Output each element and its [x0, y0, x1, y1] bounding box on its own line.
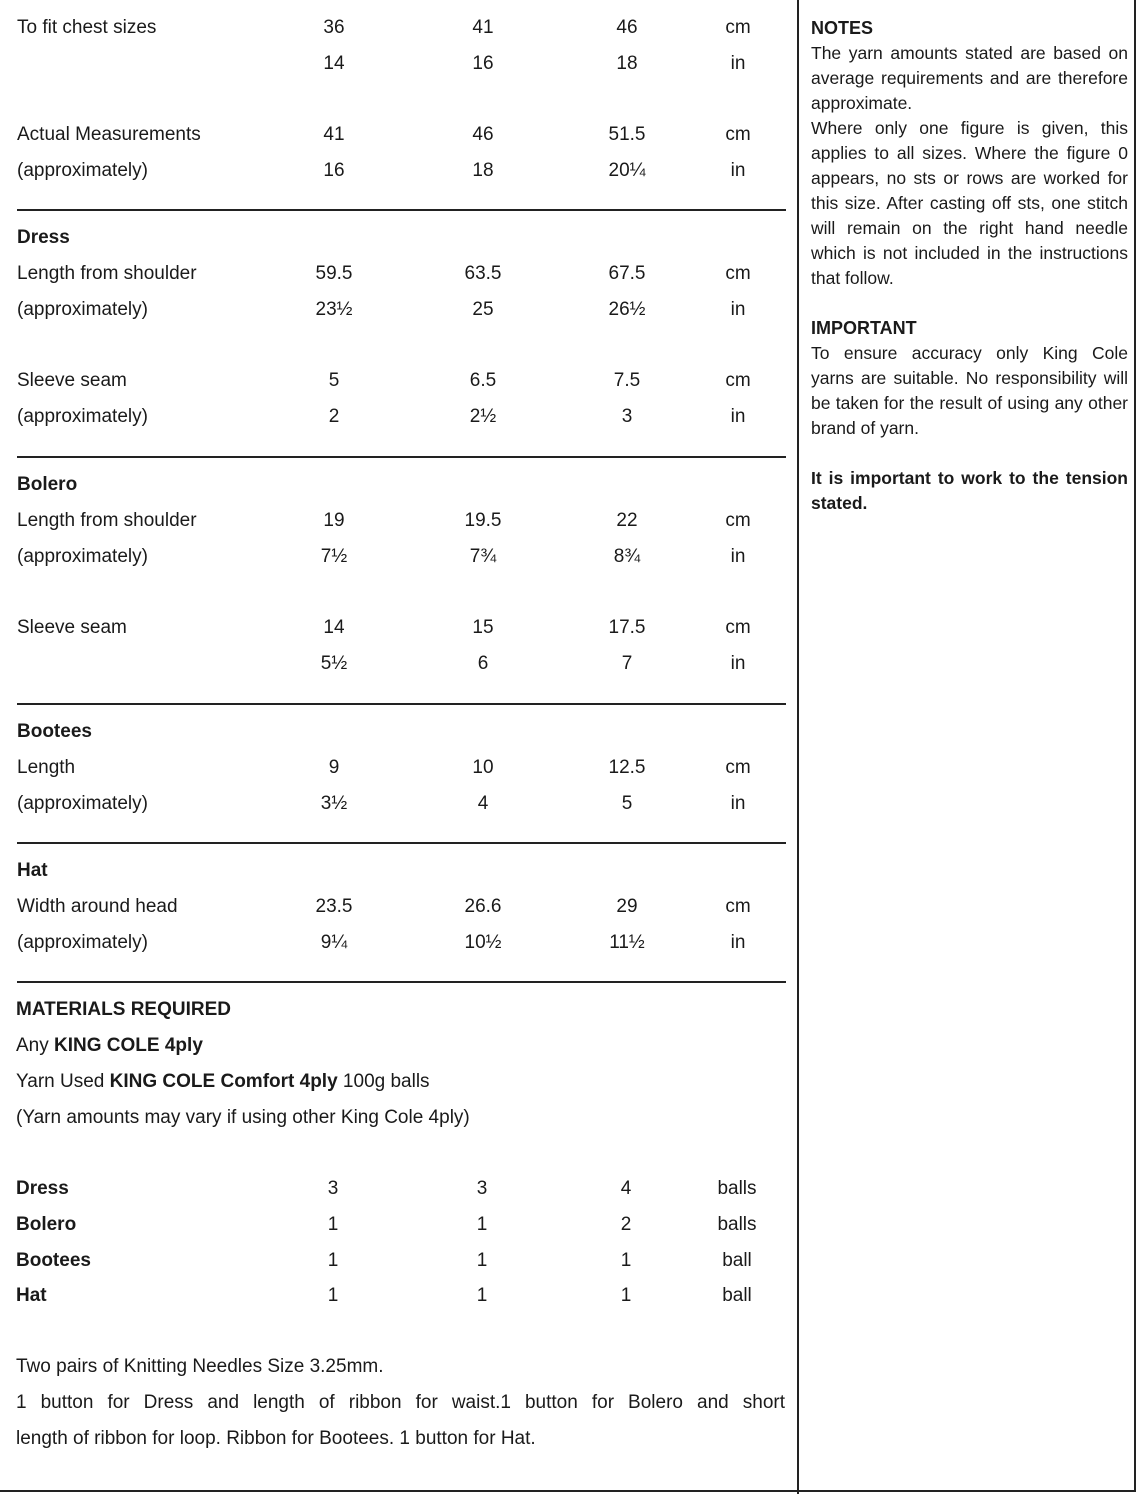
unit-label: cm — [725, 124, 751, 145]
important-text: To ensure accuracy only King Cole yarns are suitable. No responsibility will be taken for the result of using any other brand of yarn. — [811, 343, 1128, 438]
size-value-2: 2½ — [469, 406, 497, 427]
unit-label: cm — [725, 617, 751, 638]
size-value-1: 59.5 — [315, 263, 353, 284]
row-label: Sleeve seam — [17, 370, 127, 391]
needles-text: Two pairs of Knitting Needles Size 3.25mm. — [16, 1356, 384, 1377]
size-value-3: 46 — [616, 17, 638, 38]
size-value-2: 6.5 — [469, 370, 497, 391]
row-label: (approximately) — [17, 299, 148, 320]
yarn-unit: ball — [722, 1250, 752, 1271]
yarn-qty-1: 1 — [327, 1285, 339, 1306]
yarn-qty-2: 3 — [476, 1178, 488, 1199]
section-divider — [17, 842, 786, 844]
size-value-2: 7¾ — [469, 546, 497, 567]
size-value-3: 67.5 — [608, 263, 646, 284]
size-value-2: 26.6 — [464, 896, 502, 917]
notes-para-1: The yarn amounts stated are based on average requirements and are therefore approximate. — [811, 43, 1128, 113]
column-divider — [797, 0, 799, 1494]
yarn-row-label: Dress — [16, 1178, 69, 1199]
unit-label: in — [730, 653, 746, 674]
yarn-unit: balls — [717, 1178, 757, 1199]
yarn-qty-2: 1 — [476, 1214, 488, 1235]
yarn-qty-2: 1 — [476, 1285, 488, 1306]
size-value-3: 18 — [616, 53, 638, 74]
size-value-1: 5½ — [320, 653, 348, 674]
size-value-2: 25 — [472, 299, 494, 320]
yarn-qty-3: 1 — [620, 1285, 632, 1306]
size-value-2: 4 — [477, 793, 489, 814]
yarn-unit: balls — [717, 1214, 757, 1235]
section-divider — [17, 456, 786, 458]
unit-label: cm — [725, 17, 751, 38]
size-value-2: 19.5 — [464, 510, 502, 531]
row-label: To fit chest sizes — [17, 17, 157, 38]
size-value-3: 12.5 — [608, 757, 646, 778]
yarn-qty-1: 1 — [327, 1250, 339, 1271]
row-label: (approximately) — [17, 932, 148, 953]
notes-panel — [811, 16, 1128, 516]
size-value-1: 41 — [323, 124, 345, 145]
yarn-qty-3: 4 — [620, 1178, 632, 1199]
yarn-qty-3: 1 — [620, 1250, 632, 1271]
row-label: (approximately) — [17, 160, 148, 181]
unit-label: cm — [725, 510, 751, 531]
extras-text-line-1: 1 button for Dress and length of ribbon for waist.1 button for Bolero and short — [16, 1392, 785, 1413]
size-value-1: 16 — [323, 160, 345, 181]
materials-yarn-brand — [16, 1035, 203, 1057]
size-value-3: 11½ — [609, 932, 645, 953]
unit-label: in — [730, 793, 746, 814]
size-value-1: 2 — [328, 406, 340, 427]
size-value-1: 36 — [323, 17, 345, 38]
unit-label: cm — [725, 896, 751, 917]
unit-label: in — [730, 546, 746, 567]
section-heading: Hat — [17, 860, 48, 881]
row-label: Length from shoulder — [17, 510, 197, 531]
yarn-qty-3: 2 — [620, 1214, 632, 1235]
notes-para-2: Where only one figure is given, this applies to all sizes. Where the figure 0 appears, no sts or rows are worked for this size. After casting off sts, one stitch will remain on the right hand needle which is not included in the instructions that follow. — [811, 118, 1128, 288]
yarn-qty-1: 3 — [327, 1178, 339, 1199]
size-value-3: 7.5 — [613, 370, 641, 391]
size-value-1: 5 — [328, 370, 340, 391]
yarn-used-suffix: 100g balls — [337, 1071, 430, 1092]
size-value-3: 8¾ — [613, 546, 641, 567]
row-label: Length — [17, 757, 76, 778]
tension-note: It is important to work to the tension stated. — [811, 468, 1128, 513]
unit-label: in — [730, 406, 746, 427]
size-value-2: 6 — [477, 653, 489, 674]
row-label: Width around head — [17, 896, 178, 917]
yarn-used-name: KING COLE Comfort 4ply — [109, 1071, 338, 1092]
size-value-1: 14 — [323, 617, 345, 638]
size-value-1: 19 — [323, 510, 345, 531]
row-label: (approximately) — [17, 546, 148, 567]
size-value-2: 15 — [472, 617, 494, 638]
size-value-1: 7½ — [320, 546, 348, 567]
row-label: Actual Measurements — [17, 124, 201, 145]
yarn-used-prefix: Yarn Used — [16, 1071, 110, 1092]
section-heading: Bolero — [17, 474, 78, 495]
size-value-3: 26½ — [608, 299, 646, 320]
size-value-3: 3 — [621, 406, 633, 427]
yarn-brand: KING COLE 4ply — [54, 1035, 203, 1056]
row-label: Length from shoulder — [17, 263, 197, 284]
yarn-qty-2: 1 — [476, 1250, 488, 1271]
size-value-3: 7 — [621, 653, 633, 674]
yarn-unit: ball — [722, 1285, 752, 1306]
yarn-note: (Yarn amounts may vary if using other King Cole 4ply) — [16, 1107, 470, 1128]
unit-label: cm — [725, 370, 751, 391]
size-value-3: 5 — [621, 793, 633, 814]
materials-yarn-used — [16, 1071, 430, 1093]
row-label: Sleeve seam — [17, 617, 127, 638]
yarn-row-label: Bootees — [16, 1250, 91, 1271]
yarn-row-label: Hat — [16, 1285, 47, 1306]
size-value-1: 9¼ — [320, 932, 348, 953]
notes-heading: NOTES — [811, 18, 874, 38]
size-value-1: 14 — [323, 53, 345, 74]
materials-heading: MATERIALS REQUIRED — [16, 999, 231, 1020]
size-value-2: 41 — [472, 17, 494, 38]
size-value-2: 16 — [472, 53, 494, 74]
unit-label: in — [730, 53, 746, 74]
important-heading: IMPORTANT — [811, 318, 917, 338]
unit-label: in — [730, 299, 746, 320]
yarn-row-label: Bolero — [16, 1214, 77, 1235]
size-value-1: 23½ — [315, 299, 353, 320]
size-value-2: 10½ — [464, 932, 502, 953]
size-value-2: 63.5 — [464, 263, 502, 284]
size-value-2: 46 — [472, 124, 494, 145]
extras-text-line-2: length of ribbon for loop. Ribbon for Bootees. 1 button for Hat. — [16, 1428, 536, 1449]
size-value-3: 51.5 — [608, 124, 646, 145]
size-value-3: 29 — [616, 896, 638, 917]
size-value-2: 18 — [472, 160, 494, 181]
size-value-3: 17.5 — [608, 617, 646, 638]
row-label: (approximately) — [17, 793, 148, 814]
unit-label: in — [730, 932, 746, 953]
section-divider — [17, 209, 786, 211]
section-divider — [17, 703, 786, 705]
size-value-2: 10 — [472, 757, 494, 778]
unit-label: cm — [725, 263, 751, 284]
section-divider — [17, 981, 786, 983]
size-value-1: 3½ — [320, 793, 348, 814]
yarn-prefix: Any — [16, 1035, 55, 1056]
size-value-1: 9 — [328, 757, 340, 778]
section-heading: Bootees — [17, 721, 92, 742]
yarn-qty-1: 1 — [327, 1214, 339, 1235]
row-label: (approximately) — [17, 406, 148, 427]
size-value-3: 22 — [616, 510, 638, 531]
unit-label: cm — [725, 757, 751, 778]
unit-label: in — [730, 160, 746, 181]
size-value-3: 20¼ — [608, 160, 646, 181]
size-value-1: 23.5 — [315, 896, 353, 917]
section-heading: Dress — [17, 227, 70, 248]
